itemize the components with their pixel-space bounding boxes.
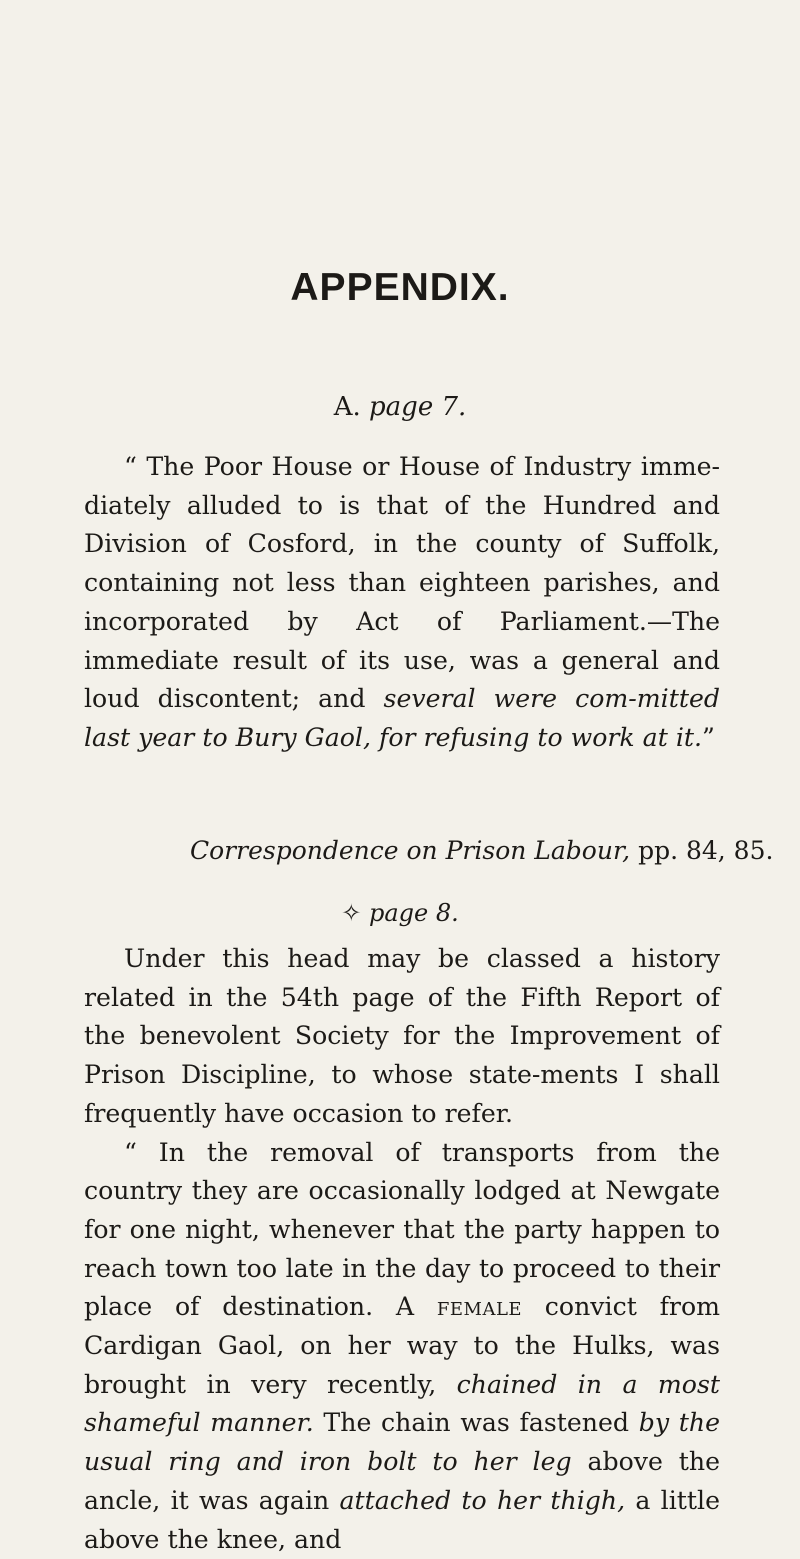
p2-part3: The chain was fastened <box>313 1408 639 1438</box>
p2-part2: convict from Cardigan Gaol, on her way to the Hulks, was brought in very recently, <box>84 1292 720 1399</box>
p2-part4: above the ancle, it was again <box>84 1447 720 1515</box>
p2-part1: “ In the removal of transports from the country they are occasionally lodged at Newgate for one night, whenever that the party happen to reach town too late in the day to proceed to their place of destination. A <box>84 1137 720 1322</box>
p2-italic1: chained in a most shameful manner. <box>84 1369 720 1438</box>
section-b-heading <box>0 899 800 927</box>
quote-text: “ The Poor House or House of Industry imme-diately alluded to is that of the Hundred and Division of Cosford, in the county of Suffolk, containing not less than eighteen parishes, and incorporated by Act of Parliament.—The immediate result of its use, was a general and loud discontent; and <box>84 452 720 714</box>
quote-italic: several were com-mitted last year to Bury Gaol, for refusing to work at it. <box>84 684 720 752</box>
section-a-quote <box>84 448 720 758</box>
citation <box>190 836 773 865</box>
citation-title: Correspondence on Prison Labour, <box>190 836 631 865</box>
section-a-label: A. <box>333 392 361 422</box>
section-a-heading <box>0 392 800 422</box>
p2-smallcaps: female <box>436 1292 523 1322</box>
section-b-symbol: ✧ <box>341 899 362 927</box>
section-a-page-ref: page 7. <box>369 392 467 422</box>
p2-italic3: attached to her thigh, <box>339 1485 626 1515</box>
section-b-body <box>84 940 720 1559</box>
paragraph-2 <box>84 1134 720 1559</box>
p2-part5: a little above the knee, and <box>84 1485 721 1554</box>
p2-italic2: by the usual ring and iron bolt to her leg <box>84 1408 720 1477</box>
paragraph-1: Under this head may be classed a history related in the 54th page of the Fifth Report of the benevolent Society for the Improvement of Prison Discipline, to whose state-ments I shall frequently have occasion to refer. <box>84 944 720 1128</box>
section-b-page-ref: page 8. <box>368 899 459 927</box>
appendix-heading: APPENDIX. <box>290 266 510 309</box>
citation-pages: pp. 84, 85. <box>638 836 774 865</box>
quote-close: ” <box>702 722 715 752</box>
